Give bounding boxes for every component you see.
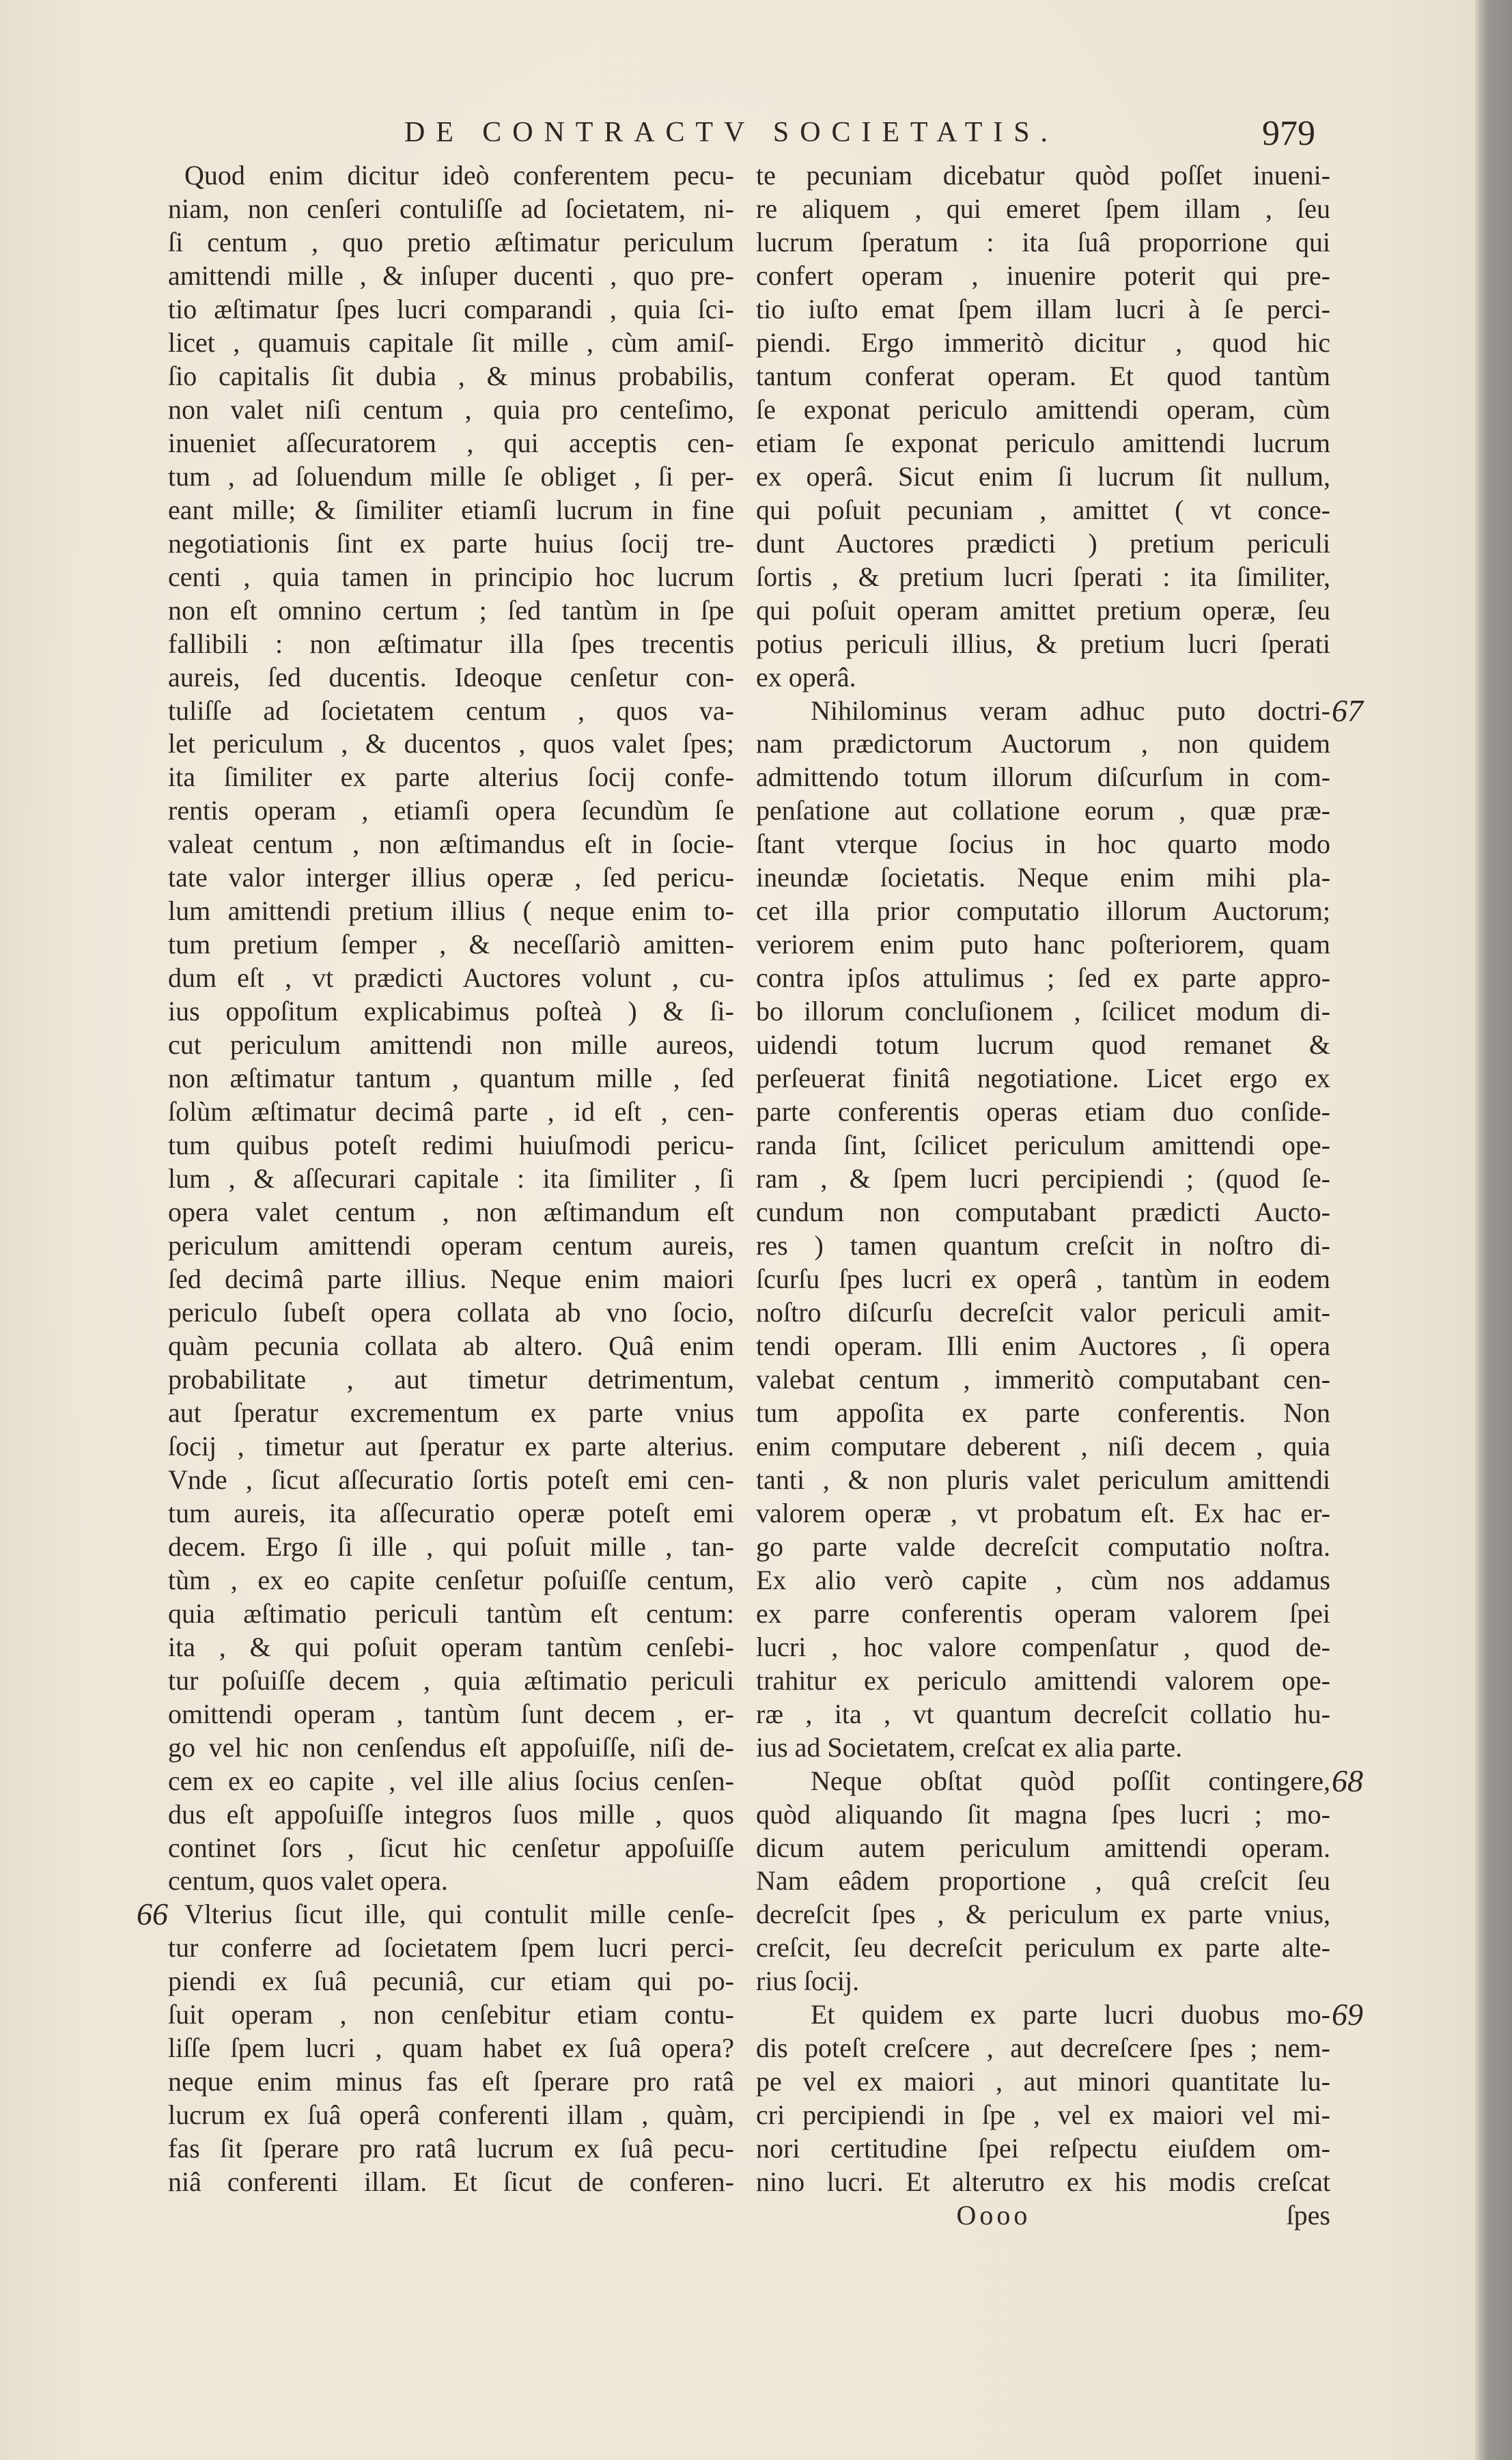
text-line <box>756 1496 1330 1530</box>
text-line <box>168 192 734 225</box>
line-text: qui poſuit operam amittet pretium operæ, ſeu <box>756 594 1330 626</box>
text-line <box>168 292 734 326</box>
text-line <box>168 326 734 359</box>
text-line <box>756 994 1330 1028</box>
line-text: ſtant vterque ſocius in hoc quarto modo <box>756 828 1330 860</box>
text-line <box>168 894 734 927</box>
line-text: contra ipſos attulimus ; ſed ex parte appro- <box>756 962 1330 994</box>
text-line <box>168 1697 734 1731</box>
text-line <box>168 1262 734 1296</box>
text-line <box>168 393 734 426</box>
line-text: tantum conferat operam. Et quod tantùm <box>756 360 1330 391</box>
text-line <box>168 426 734 460</box>
text-line <box>756 2131 1330 2165</box>
text-line <box>756 1697 1330 1731</box>
line-text: liſſe ſpem lucri , quam habet ex ſuâ opera? <box>168 2032 734 2064</box>
text-line <box>756 2165 1330 2198</box>
text-line <box>184 158 734 192</box>
line-text: dus eſt appoſuiſſe integros ſuos mille , quos <box>168 1798 734 1830</box>
line-text: qui poſuit pecuniam , amittet ( vt conce- <box>756 494 1330 525</box>
line-text: ita ſimiliter ex parte alterius ſocij confe- <box>168 761 734 793</box>
line-text: ræ , ita , vt quantum decreſcit collatio hu- <box>756 1698 1330 1729</box>
line-text: tate valor interger illius operæ , ſed pericu- <box>168 862 734 893</box>
text-line <box>756 1396 1330 1429</box>
paragraph-number: 66 <box>137 1897 168 1932</box>
text-line <box>756 1798 1330 1831</box>
line-text: niam, non cenſeri contuliſſe ad ſocietatem, ni- <box>168 193 734 224</box>
text-line <box>168 694 734 727</box>
paragraph-number: 68 <box>1332 1763 1363 1798</box>
line-text: Quod enim dicitur ideò conferentem pecu- <box>184 160 734 191</box>
text-line <box>168 961 734 994</box>
line-text: bo illorum concluſionem , ſcilicet modum di- <box>756 996 1330 1027</box>
line-text: non æſtimatur tantum , quantum mille , ſed <box>168 1063 734 1094</box>
text-line <box>168 827 734 861</box>
line-text: fallibili : non æſtimatur illa ſpes trecentis <box>168 628 734 659</box>
text-line <box>168 1296 734 1329</box>
text-line <box>168 1597 734 1630</box>
text-line <box>168 1429 734 1463</box>
text-line <box>756 292 1330 326</box>
line-text: tum quibus poteſt redimi huiuſmodi pericu- <box>168 1130 734 1161</box>
line-text: valeat centum , non æſtimandus eſt in ſocie- <box>168 828 734 860</box>
text-line <box>756 1664 1330 1697</box>
line-text: centi , quia tamen in principio hoc lucrum <box>168 561 734 592</box>
line-text: tur conferre ad ſocietatem ſpem lucri perci- <box>168 1932 734 1963</box>
text-line <box>811 1998 1330 2031</box>
line-text: valebat centum , immeritò computabant cen- <box>756 1363 1330 1395</box>
line-text: res ) tamen quantum creſcit in noſtro di- <box>756 1230 1330 1261</box>
line-text: ram , & ſpem lucri percipiendi ; (quod ſe- <box>756 1163 1330 1194</box>
line-text: pe vel ex maiori , aut minori quantitate lu- <box>756 2066 1330 2097</box>
text-line <box>756 1162 1330 1195</box>
text-line <box>168 1195 734 1229</box>
text-line <box>756 2098 1330 2131</box>
line-text: omittendi operam , tantùm ſunt decem , er- <box>168 1698 734 1729</box>
text-line <box>756 1630 1330 1664</box>
line-text: periculo ſubeſt opera collata ab vno ſocio, <box>168 1296 734 1328</box>
line-text: re aliquem , qui emeret ſpem illam , ſeu <box>756 193 1330 224</box>
text-line <box>756 225 1330 259</box>
line-text: ſortis , & pretium lucri ſperati : ita ſimiliter, <box>756 561 1330 592</box>
text-line <box>168 727 734 760</box>
line-text: Nihilominus veram adhuc puto doctri- <box>811 695 1330 726</box>
line-text: let periculum , & ducentos , quos valet ſpes; <box>168 728 734 759</box>
text-line <box>811 694 1330 727</box>
text-line <box>756 1563 1330 1597</box>
text-line <box>168 1998 734 2031</box>
text-line <box>168 1463 734 1496</box>
line-text: creſcit, ſeu decreſcit periculum ex parte alte- <box>756 1932 1330 1963</box>
line-text: ſuit operam , non cenſebitur etiam contu- <box>168 1999 734 2030</box>
line-text: ex operâ. <box>756 661 856 693</box>
text-line <box>756 1964 1330 1998</box>
line-text: periculum amittendi operam centum aureis, <box>168 1230 734 1261</box>
line-text: ineundæ ſocietatis. Neque enim mihi pla- <box>756 862 1330 893</box>
line-text: perſeuerat finitâ negotiatione. Licet ergo ex <box>756 1063 1330 1094</box>
line-text: potius periculi illius, & pretium lucri ſperati <box>756 628 1330 659</box>
text-line <box>756 460 1330 493</box>
text-line <box>756 326 1330 359</box>
line-text: nori certitudine ſpei reſpectu eiuſdem om- <box>756 2133 1330 2164</box>
text-line <box>756 1296 1330 1329</box>
line-text: fas ſit ſperare pro ratâ lucrum ex ſuâ pecu- <box>168 2133 734 2164</box>
text-line <box>756 593 1330 627</box>
line-text: non eſt omnino certum ; ſed tantùm in ſpe <box>168 594 734 626</box>
line-text: probabilitate , aut timetur detrimentum, <box>168 1363 734 1395</box>
text-line <box>756 1597 1330 1630</box>
text-line <box>756 1864 1330 1897</box>
text-line <box>756 426 1330 460</box>
line-text: randa ſint, ſcilicet periculum amittendi ope- <box>756 1130 1330 1161</box>
text-line <box>756 827 1330 861</box>
text-line <box>168 2165 734 2198</box>
text-line <box>168 1764 734 1798</box>
line-text: admittendo totum illorum diſcurſum in com- <box>756 761 1330 793</box>
paragraph-number: 69 <box>1332 1997 1363 2032</box>
line-text: negotiationis ſint ex parte huius ſocij tre- <box>168 527 734 559</box>
text-line <box>756 527 1330 560</box>
line-text: etiam ſe exponat periculo amittendi lucrum <box>756 427 1330 458</box>
line-text: niâ conferenti illam. Et ſicut de conferen- <box>168 2166 734 2198</box>
line-text: confert operam , inuenire poterit qui pre- <box>756 260 1330 291</box>
text-line <box>168 2098 734 2131</box>
text-line <box>168 493 734 527</box>
paragraph-number: 67 <box>1332 693 1363 728</box>
line-text: ſio capitalis ſit dubia , & minus probabilis, <box>168 360 734 391</box>
text-line <box>756 1897 1330 1931</box>
text-line <box>168 1563 734 1597</box>
line-text: ex parre conferentis operam valorem ſpei <box>756 1597 1330 1629</box>
line-text: quòd aliquando ſit magna ſpes lucri ; mo- <box>756 1798 1330 1830</box>
line-text: rentis operam , etiamſi opera ſecundùm ſe <box>168 795 734 826</box>
line-text: neque enim minus fas eſt ſperare pro ratâ <box>168 2066 734 2097</box>
text-line <box>168 2031 734 2065</box>
line-text: decreſcit ſpes , & periculum ex parte vnius, <box>756 1899 1330 1930</box>
text-line <box>168 2065 734 2098</box>
text-line <box>168 1798 734 1831</box>
text-line <box>756 560 1330 593</box>
line-text: nino lucri. Et alterutro ex his modis creſcat <box>756 2166 1330 2198</box>
line-text: ius ad Societatem, creſcat ex alia parte. <box>756 1731 1183 1763</box>
line-text: go parte valde decreſcit computatio noſtra. <box>756 1530 1330 1562</box>
text-line <box>756 794 1330 827</box>
text-line <box>756 158 1330 192</box>
line-text: rius ſocij. <box>756 1966 860 1997</box>
text-line <box>756 1095 1330 1128</box>
text-line <box>756 861 1330 894</box>
text-line <box>168 1128 734 1162</box>
text-line <box>168 1630 734 1664</box>
text-line <box>168 1028 734 1061</box>
text-line <box>756 192 1330 225</box>
line-text: cundum non computabant prædicti Aucto- <box>756 1197 1330 1228</box>
text-line <box>756 2031 1330 2065</box>
scan-edge <box>1475 0 1512 2460</box>
line-text: dum eſt , vt prædicti Auctores volunt , cu- <box>168 962 734 994</box>
line-text: enim computare deberent , niſi decem , quia <box>756 1430 1330 1462</box>
text-line <box>811 1764 1330 1798</box>
text-line <box>168 1931 734 1964</box>
line-text: piendi ex ſuâ pecuniâ, cur etiam qui po- <box>168 1966 734 1997</box>
text-line <box>756 1429 1330 1463</box>
text-line <box>756 393 1330 426</box>
text-line <box>168 1530 734 1563</box>
line-text: noſtro diſcurſu decreſcit valor periculi amit- <box>756 1296 1330 1328</box>
line-text: tio iuſto emat ſpem illam lucri à ſe perci- <box>756 293 1330 324</box>
text-line <box>756 760 1330 794</box>
line-text: Neque obſtat quòd poſſit contingere, <box>811 1765 1330 1796</box>
line-text: opera valet centum , non æſtimandum eſt <box>168 1197 734 1228</box>
text-line <box>756 1362 1330 1396</box>
signature-mark: Oooo <box>956 2200 1031 2231</box>
text-line <box>756 1530 1330 1563</box>
line-text: quia æſtimatio periculi tantùm eſt centum: <box>168 1597 734 1629</box>
text-line <box>756 1931 1330 1964</box>
text-line <box>168 1831 734 1864</box>
line-text: lum amittendi pretium illius ( neque enim to- <box>168 895 734 927</box>
line-text: licet , quamuis capitale ſit mille , cùm amiſ- <box>168 326 734 358</box>
line-text: trahitur ex periculo amittendi valorem ope- <box>756 1664 1330 1696</box>
text-line <box>756 493 1330 527</box>
text-line <box>168 1229 734 1262</box>
line-text: amittendi mille , & inſuper ducenti , quo pre- <box>168 260 734 291</box>
line-text: lucrum ſperatum : ita ſuâ proporrione qui <box>756 226 1330 257</box>
line-text: cet illa prior computatio illorum Auctorum; <box>756 895 1330 927</box>
line-text: dicum autem periculum amittendi operam. <box>756 1832 1330 1863</box>
line-text: veriorem enim puto hanc poſteriorem, quam <box>756 929 1330 960</box>
text-line <box>168 1396 734 1429</box>
text-line <box>756 1195 1330 1229</box>
line-text: Nam eâdem proportione , quâ creſcit ſeu <box>756 1865 1330 1897</box>
text-line <box>756 927 1330 961</box>
line-text: Vnde , ſicut aſſecuratio ſortis poteſt emi cen- <box>168 1464 734 1495</box>
text-line <box>168 1664 734 1697</box>
line-text: tum aureis, ita aſſecuratio operæ poteſt emi <box>168 1497 734 1528</box>
line-text: tùm , ex eo capite cenſetur poſuiſſe centum, <box>168 1564 734 1595</box>
line-text: Vlterius ſicut ille, qui contulit mille cenſe- <box>184 1899 734 1930</box>
text-line <box>756 1831 1330 1864</box>
text-line <box>756 1731 1330 1764</box>
text-line <box>756 359 1330 393</box>
line-text: decem. Ergo ſi ille , qui poſuit mille , tan- <box>168 1530 734 1562</box>
text-line <box>168 259 734 292</box>
text-line <box>168 2131 734 2165</box>
line-text: non valet niſi centum , quia pro centeſimo, <box>168 393 734 425</box>
line-text: valorem operæ , vt probatum eſt. Ex hac er- <box>756 1497 1330 1528</box>
line-text: ſe exponat periculo amittendi operam, cùm <box>756 393 1330 425</box>
text-line <box>168 1061 734 1095</box>
line-text: Ex alio verò capite , cùm nos addamus <box>756 1564 1330 1595</box>
catchword: ſpes <box>1286 2200 1330 2231</box>
text-line <box>756 1229 1330 1262</box>
text-line <box>756 660 1330 694</box>
text-line <box>168 1362 734 1396</box>
line-text: parte conferentis operas etiam duo conſide- <box>756 1096 1330 1128</box>
line-text: tio æſtimatur ſpes lucri comparandi , quia ſci- <box>168 293 734 324</box>
page-number: 979 <box>1262 114 1315 153</box>
text-line <box>168 359 734 393</box>
line-text: ſolùm æſtimatur decimâ parte , id eſt , cen- <box>168 1096 734 1128</box>
line-text: tendi operam. Illi enim Auctores , ſi opera <box>756 1330 1330 1361</box>
text-line <box>168 994 734 1028</box>
line-text: ius oppoſitum explicabimus poſteà ) & ſi- <box>168 996 734 1027</box>
line-text: tuliſſe ad ſocietatem centum , quos va- <box>168 695 734 726</box>
line-text: lucrum ex ſuâ operâ conferenti illam , quàm, <box>168 2099 734 2131</box>
line-text: tum appoſita ex parte conferentis. Non <box>756 1397 1330 1428</box>
line-text: ex operâ. Sicut enim ſi lucrum ſit nullum, <box>756 460 1330 492</box>
line-text: penſatione aut collatione eorum , quæ præ- <box>756 795 1330 826</box>
text-line <box>168 760 734 794</box>
text-line <box>756 259 1330 292</box>
text-line <box>168 1731 734 1764</box>
text-line <box>168 1864 734 1897</box>
line-text: ſed decimâ parte illius. Neque enim maiori <box>168 1263 734 1294</box>
text-line <box>756 1128 1330 1162</box>
line-text: aureis, ſed ducentis. Ideoque cenſetur con- <box>168 661 734 693</box>
text-line <box>168 460 734 493</box>
text-line <box>756 894 1330 927</box>
line-text: tum pretium ſemper , & neceſſariò amitten- <box>168 929 734 960</box>
text-line <box>168 794 734 827</box>
text-line <box>168 1329 734 1362</box>
line-text: tur poſuiſſe decem , quia æſtimatio periculi <box>168 1664 734 1696</box>
line-text: ſi centum , quo pretio æſtimatur periculum <box>168 226 734 257</box>
text-line <box>168 927 734 961</box>
text-line <box>168 527 734 560</box>
text-line <box>184 1897 734 1931</box>
text-line <box>168 1095 734 1128</box>
text-line <box>168 560 734 593</box>
line-text: piendi. Ergo immeritò dicitur , quod hic <box>756 326 1330 358</box>
text-line <box>168 593 734 627</box>
text-line <box>756 627 1330 660</box>
text-line <box>756 961 1330 994</box>
line-text: cri percipiendi in ſpe , vel ex maiori vel mi- <box>756 2099 1330 2131</box>
running-head-text: DE CONTRACTV SOCIETATIS. <box>404 117 1059 148</box>
line-text: nam prædictorum Auctorum , non quidem <box>756 728 1330 759</box>
line-text: tum , ad ſoluendum mille ſe obliget , ſi per- <box>168 460 734 492</box>
text-line <box>756 1329 1330 1362</box>
line-text: centum, quos valet opera. <box>168 1865 448 1897</box>
text-line <box>168 861 734 894</box>
line-text: te pecuniam dicebatur quòd poſſet inueni- <box>756 160 1330 191</box>
line-text: quàm pecunia collata ab altero. Quâ enim <box>168 1330 734 1361</box>
text-line <box>756 2065 1330 2098</box>
line-text: cem ex eo capite , vel ille alius ſocius cenſen- <box>168 1765 734 1796</box>
line-text: ſocij , timetur aut ſperatur ex parte alterius. <box>168 1430 734 1462</box>
line-text: inueniet aſſecuratorem , qui acceptis cen- <box>168 427 734 458</box>
text-line <box>756 1061 1330 1095</box>
line-text: Et quidem ex parte lucri duobus mo- <box>811 1999 1330 2030</box>
text-line <box>168 225 734 259</box>
line-text: dis poteſt creſcere , aut decreſcere ſpes ; nem- <box>756 2032 1330 2064</box>
text-line <box>168 1496 734 1530</box>
line-text: uidendi totum lucrum quod remanet & <box>756 1029 1330 1061</box>
line-text: dunt Auctores prædicti ) pretium periculi <box>756 527 1330 559</box>
line-text: tanti , & non pluris valet periculum amittendi <box>756 1464 1330 1495</box>
running-head-title <box>404 113 1060 152</box>
text-line <box>756 727 1330 760</box>
line-text: continet ſors , ſicut hic cenſetur appoſuiſſe <box>168 1832 734 1863</box>
text-line <box>168 627 734 660</box>
text-line <box>756 1262 1330 1296</box>
text-line <box>168 660 734 694</box>
text-line <box>168 1162 734 1195</box>
line-text: lum , & aſſecurari capitale : ita ſimiliter , ſi <box>168 1163 734 1194</box>
line-text: aut ſperatur excrementum ex parte vnius <box>168 1397 734 1428</box>
text-line <box>756 1463 1330 1496</box>
line-text: go vel hic non cenſendus eſt appoſuiſſe, niſi de- <box>168 1731 734 1763</box>
text-line <box>756 1028 1330 1061</box>
text-line <box>168 1964 734 1998</box>
line-text: ita , & qui poſuit operam tantùm cenſebi- <box>168 1631 734 1662</box>
line-text: ſcurſu ſpes lucri ex operâ , tantùm in eodem <box>756 1263 1330 1294</box>
line-text: cut periculum amittendi non mille aureos, <box>168 1029 734 1061</box>
line-text: eant mille; & ſimiliter etiamſi lucrum in fine <box>168 494 734 525</box>
line-text: lucri , hoc valore compenſatur , quod de- <box>756 1631 1330 1662</box>
